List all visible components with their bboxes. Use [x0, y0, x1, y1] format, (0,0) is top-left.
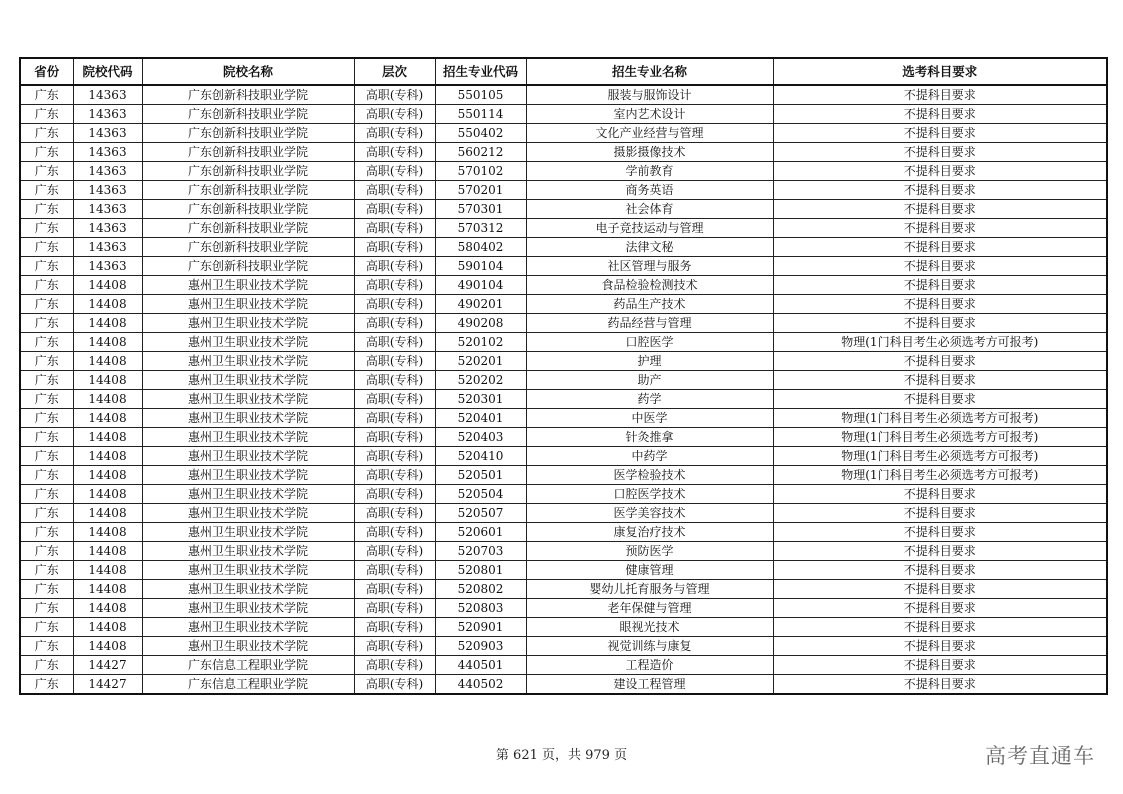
cell-province: 广东 [20, 618, 73, 637]
cell-school-name: 惠州卫生职业技术学院 [142, 314, 354, 333]
header-school-name: 院校名称 [142, 58, 354, 85]
cell-major-code: 520801 [435, 561, 526, 580]
cell-school-code: 14408 [73, 542, 142, 561]
cell-subject-requirement: 物理(1门科目考生必须选考方可报考) [773, 333, 1107, 352]
cell-major-name: 商务英语 [526, 181, 773, 200]
table-row [20, 276, 1107, 295]
cell-subject-requirement: 不提科目要求 [773, 124, 1107, 143]
cell-major-name: 建设工程管理 [526, 675, 773, 695]
cell-major-code: 440502 [435, 675, 526, 695]
cell-school-name: 惠州卫生职业技术学院 [142, 561, 354, 580]
cell-subject-requirement: 不提科目要求 [773, 200, 1107, 219]
cell-school-name: 惠州卫生职业技术学院 [142, 390, 354, 409]
cell-major-code: 550402 [435, 124, 526, 143]
table-row [20, 238, 1107, 257]
watermark: 高考直通车 [985, 744, 1095, 768]
cell-province: 广东 [20, 124, 73, 143]
cell-subject-requirement: 不提科目要求 [773, 675, 1107, 695]
cell-school-code: 14363 [73, 181, 142, 200]
cell-school-code: 14363 [73, 200, 142, 219]
cell-school-name: 惠州卫生职业技术学院 [142, 371, 354, 390]
cell-major-name: 电子竞技运动与管理 [526, 219, 773, 238]
cell-province: 广东 [20, 257, 73, 276]
cell-major-code: 520403 [435, 428, 526, 447]
cell-subject-requirement: 不提科目要求 [773, 504, 1107, 523]
cell-major-code: 520410 [435, 447, 526, 466]
cell-major-name: 医学美容技术 [526, 504, 773, 523]
cell-school-name: 惠州卫生职业技术学院 [142, 466, 354, 485]
cell-school-code: 14408 [73, 352, 142, 371]
cell-province: 广东 [20, 200, 73, 219]
cell-level: 高职(专科) [354, 542, 435, 561]
cell-school-code: 14408 [73, 314, 142, 333]
cell-level: 高职(专科) [354, 637, 435, 656]
cell-school-code: 14408 [73, 561, 142, 580]
cell-school-name: 广东创新科技职业学院 [142, 200, 354, 219]
table-row [20, 333, 1107, 352]
cell-major-name: 法律文秘 [526, 238, 773, 257]
cell-major-code: 520703 [435, 542, 526, 561]
cell-level: 高职(专科) [354, 485, 435, 504]
cell-level: 高职(专科) [354, 257, 435, 276]
cell-major-name: 老年保健与管理 [526, 599, 773, 618]
cell-major-name: 婴幼儿托育服务与管理 [526, 580, 773, 599]
cell-major-code: 520803 [435, 599, 526, 618]
cell-major-name: 药学 [526, 390, 773, 409]
cell-subject-requirement: 不提科目要求 [773, 485, 1107, 504]
cell-level: 高职(专科) [354, 599, 435, 618]
cell-subject-requirement: 不提科目要求 [773, 85, 1107, 105]
cell-subject-requirement: 不提科目要求 [773, 219, 1107, 238]
cell-level: 高职(专科) [354, 466, 435, 485]
cell-school-name: 惠州卫生职业技术学院 [142, 485, 354, 504]
cell-subject-requirement: 物理(1门科目考生必须选考方可报考) [773, 428, 1107, 447]
cell-subject-requirement: 物理(1门科目考生必须选考方可报考) [773, 447, 1107, 466]
cell-level: 高职(专科) [354, 85, 435, 105]
cell-province: 广东 [20, 352, 73, 371]
cell-school-code: 14408 [73, 466, 142, 485]
cell-level: 高职(专科) [354, 124, 435, 143]
cell-major-code: 570102 [435, 162, 526, 181]
cell-school-name: 惠州卫生职业技术学院 [142, 542, 354, 561]
cell-school-name: 惠州卫生职业技术学院 [142, 599, 354, 618]
table-row [20, 257, 1107, 276]
cell-province: 广东 [20, 485, 73, 504]
cell-school-code: 14363 [73, 143, 142, 162]
cell-province: 广东 [20, 523, 73, 542]
cell-major-name: 中药学 [526, 447, 773, 466]
cell-level: 高职(专科) [354, 314, 435, 333]
cell-province: 广东 [20, 333, 73, 352]
cell-school-name: 广东创新科技职业学院 [142, 181, 354, 200]
cell-subject-requirement: 不提科目要求 [773, 656, 1107, 675]
cell-school-name: 惠州卫生职业技术学院 [142, 447, 354, 466]
cell-province: 广东 [20, 390, 73, 409]
cell-province: 广东 [20, 143, 73, 162]
table-row [20, 409, 1107, 428]
table-row [20, 637, 1107, 656]
cell-subject-requirement: 不提科目要求 [773, 561, 1107, 580]
cell-province: 广东 [20, 447, 73, 466]
cell-school-code: 14408 [73, 371, 142, 390]
table-row [20, 447, 1107, 466]
table-row [20, 371, 1107, 390]
cell-major-code: 520401 [435, 409, 526, 428]
cell-province: 广东 [20, 85, 73, 105]
cell-level: 高职(专科) [354, 219, 435, 238]
cell-major-name: 室内艺术设计 [526, 105, 773, 124]
cell-major-code: 520301 [435, 390, 526, 409]
table-row [20, 561, 1107, 580]
cell-major-name: 口腔医学技术 [526, 485, 773, 504]
cell-province: 广东 [20, 295, 73, 314]
cell-major-code: 520504 [435, 485, 526, 504]
table-row [20, 428, 1107, 447]
table-row [20, 580, 1107, 599]
table-row [20, 675, 1107, 695]
cell-level: 高职(专科) [354, 295, 435, 314]
cell-major-code: 520501 [435, 466, 526, 485]
table-row [20, 599, 1107, 618]
header-level: 层次 [354, 58, 435, 85]
cell-subject-requirement: 不提科目要求 [773, 276, 1107, 295]
cell-province: 广东 [20, 162, 73, 181]
cell-subject-requirement: 不提科目要求 [773, 162, 1107, 181]
cell-school-name: 广东创新科技职业学院 [142, 124, 354, 143]
cell-province: 广东 [20, 656, 73, 675]
table-row [20, 656, 1107, 675]
cell-school-code: 14408 [73, 390, 142, 409]
cell-major-name: 社会体育 [526, 200, 773, 219]
cell-major-name: 食品检验检测技术 [526, 276, 773, 295]
table-body [20, 85, 1107, 694]
cell-school-code: 14408 [73, 295, 142, 314]
cell-subject-requirement: 物理(1门科目考生必须选考方可报考) [773, 466, 1107, 485]
cell-major-name: 社区管理与服务 [526, 257, 773, 276]
page-number: 第 621 页，共 979 页 [495, 748, 628, 763]
table-row [20, 181, 1107, 200]
cell-school-code: 14363 [73, 219, 142, 238]
cell-subject-requirement: 不提科目要求 [773, 295, 1107, 314]
cell-major-code: 560212 [435, 143, 526, 162]
cell-school-code: 14408 [73, 523, 142, 542]
header-province: 省份 [20, 58, 73, 85]
cell-school-name: 惠州卫生职业技术学院 [142, 523, 354, 542]
cell-major-code: 570301 [435, 200, 526, 219]
cell-school-name: 惠州卫生职业技术学院 [142, 276, 354, 295]
table-row [20, 523, 1107, 542]
table-row [20, 219, 1107, 238]
table-row [20, 143, 1107, 162]
cell-province: 广东 [20, 238, 73, 257]
cell-major-name: 视觉训练与康复 [526, 637, 773, 656]
cell-school-name: 惠州卫生职业技术学院 [142, 333, 354, 352]
cell-subject-requirement: 不提科目要求 [773, 637, 1107, 656]
cell-major-code: 590104 [435, 257, 526, 276]
cell-level: 高职(专科) [354, 352, 435, 371]
cell-subject-requirement: 物理(1门科目考生必须选考方可报考) [773, 409, 1107, 428]
cell-province: 广东 [20, 105, 73, 124]
cell-school-name: 广东信息工程职业学院 [142, 675, 354, 695]
cell-major-code: 520507 [435, 504, 526, 523]
cell-school-name: 惠州卫生职业技术学院 [142, 504, 354, 523]
table-row [20, 162, 1107, 181]
cell-major-name: 中医学 [526, 409, 773, 428]
cell-province: 广东 [20, 276, 73, 295]
cell-school-name: 惠州卫生职业技术学院 [142, 295, 354, 314]
cell-major-code: 550105 [435, 85, 526, 105]
cell-subject-requirement: 不提科目要求 [773, 257, 1107, 276]
cell-subject-requirement: 不提科目要求 [773, 523, 1107, 542]
cell-school-name: 广东创新科技职业学院 [142, 238, 354, 257]
table-header-row [20, 58, 1107, 85]
cell-major-name: 康复治疗技术 [526, 523, 773, 542]
cell-province: 广东 [20, 675, 73, 695]
table-row [20, 504, 1107, 523]
cell-level: 高职(专科) [354, 504, 435, 523]
cell-level: 高职(专科) [354, 143, 435, 162]
cell-major-name: 工程造价 [526, 656, 773, 675]
cell-major-name: 口腔医学 [526, 333, 773, 352]
cell-school-name: 惠州卫生职业技术学院 [142, 409, 354, 428]
cell-major-code: 520903 [435, 637, 526, 656]
cell-level: 高职(专科) [354, 390, 435, 409]
table-row [20, 618, 1107, 637]
cell-level: 高职(专科) [354, 105, 435, 124]
cell-province: 广东 [20, 599, 73, 618]
cell-school-code: 14408 [73, 599, 142, 618]
cell-province: 广东 [20, 580, 73, 599]
cell-school-code: 14408 [73, 637, 142, 656]
cell-school-code: 14363 [73, 105, 142, 124]
cell-level: 高职(专科) [354, 333, 435, 352]
cell-school-code: 14408 [73, 618, 142, 637]
cell-school-code: 14408 [73, 485, 142, 504]
cell-level: 高职(专科) [354, 181, 435, 200]
cell-major-name: 药品生产技术 [526, 295, 773, 314]
table-row [20, 542, 1107, 561]
cell-school-code: 14363 [73, 124, 142, 143]
cell-school-code: 14363 [73, 257, 142, 276]
cell-subject-requirement: 不提科目要求 [773, 181, 1107, 200]
cell-level: 高职(专科) [354, 618, 435, 637]
table-row [20, 352, 1107, 371]
cell-level: 高职(专科) [354, 580, 435, 599]
cell-school-name: 惠州卫生职业技术学院 [142, 637, 354, 656]
cell-school-code: 14408 [73, 504, 142, 523]
cell-school-name: 广东创新科技职业学院 [142, 143, 354, 162]
table-row [20, 200, 1107, 219]
cell-school-code: 14408 [73, 276, 142, 295]
cell-major-name: 针灸推拿 [526, 428, 773, 447]
header-school-code: 院校代码 [73, 58, 142, 85]
cell-school-name: 惠州卫生职业技术学院 [142, 618, 354, 637]
cell-subject-requirement: 不提科目要求 [773, 599, 1107, 618]
cell-subject-requirement: 不提科目要求 [773, 352, 1107, 371]
cell-school-name: 广东创新科技职业学院 [142, 85, 354, 105]
cell-subject-requirement: 不提科目要求 [773, 390, 1107, 409]
cell-province: 广东 [20, 637, 73, 656]
cell-level: 高职(专科) [354, 656, 435, 675]
cell-province: 广东 [20, 409, 73, 428]
admission-table [19, 57, 1108, 695]
cell-level: 高职(专科) [354, 561, 435, 580]
cell-major-name: 预防医学 [526, 542, 773, 561]
cell-school-code: 14408 [73, 428, 142, 447]
cell-level: 高职(专科) [354, 523, 435, 542]
table-row [20, 314, 1107, 333]
cell-subject-requirement: 不提科目要求 [773, 580, 1107, 599]
cell-major-code: 520802 [435, 580, 526, 599]
header-subject-requirement: 选考科目要求 [773, 58, 1107, 85]
cell-school-code: 14427 [73, 675, 142, 695]
cell-school-name: 广东信息工程职业学院 [142, 656, 354, 675]
cell-major-code: 490104 [435, 276, 526, 295]
cell-province: 广东 [20, 219, 73, 238]
cell-school-name: 惠州卫生职业技术学院 [142, 580, 354, 599]
cell-subject-requirement: 不提科目要求 [773, 143, 1107, 162]
cell-school-code: 14408 [73, 580, 142, 599]
cell-school-code: 14363 [73, 238, 142, 257]
cell-level: 高职(专科) [354, 162, 435, 181]
cell-major-code: 520102 [435, 333, 526, 352]
cell-school-name: 广东创新科技职业学院 [142, 105, 354, 124]
header-major-code: 招生专业代码 [435, 58, 526, 85]
cell-subject-requirement: 不提科目要求 [773, 542, 1107, 561]
cell-subject-requirement: 不提科目要求 [773, 314, 1107, 333]
cell-school-name: 惠州卫生职业技术学院 [142, 428, 354, 447]
cell-school-code: 14363 [73, 162, 142, 181]
table-row [20, 105, 1107, 124]
cell-province: 广东 [20, 504, 73, 523]
cell-major-code: 520601 [435, 523, 526, 542]
cell-province: 广东 [20, 314, 73, 333]
table-row [20, 485, 1107, 504]
cell-level: 高职(专科) [354, 409, 435, 428]
cell-school-code: 14408 [73, 333, 142, 352]
cell-major-code: 570201 [435, 181, 526, 200]
table-row [20, 124, 1107, 143]
cell-major-name: 学前教育 [526, 162, 773, 181]
cell-major-code: 550114 [435, 105, 526, 124]
cell-province: 广东 [20, 181, 73, 200]
cell-major-name: 摄影摄像技术 [526, 143, 773, 162]
cell-major-name: 助产 [526, 371, 773, 390]
cell-major-code: 520901 [435, 618, 526, 637]
cell-school-code: 14408 [73, 409, 142, 428]
cell-major-code: 520201 [435, 352, 526, 371]
cell-major-code: 520202 [435, 371, 526, 390]
cell-level: 高职(专科) [354, 371, 435, 390]
cell-major-name: 服装与服饰设计 [526, 85, 773, 105]
cell-major-code: 580402 [435, 238, 526, 257]
cell-level: 高职(专科) [354, 675, 435, 695]
cell-subject-requirement: 不提科目要求 [773, 105, 1107, 124]
cell-school-name: 广东创新科技职业学院 [142, 162, 354, 181]
cell-major-code: 570312 [435, 219, 526, 238]
cell-major-name: 眼视光技术 [526, 618, 773, 637]
cell-major-name: 健康管理 [526, 561, 773, 580]
cell-subject-requirement: 不提科目要求 [773, 618, 1107, 637]
cell-subject-requirement: 不提科目要求 [773, 371, 1107, 390]
cell-province: 广东 [20, 542, 73, 561]
cell-level: 高职(专科) [354, 276, 435, 295]
cell-major-code: 490208 [435, 314, 526, 333]
cell-major-name: 医学检验技术 [526, 466, 773, 485]
cell-province: 广东 [20, 371, 73, 390]
table-row [20, 295, 1107, 314]
cell-school-code: 14408 [73, 447, 142, 466]
cell-level: 高职(专科) [354, 238, 435, 257]
cell-province: 广东 [20, 466, 73, 485]
cell-major-name: 护理 [526, 352, 773, 371]
cell-province: 广东 [20, 561, 73, 580]
cell-major-name: 药品经营与管理 [526, 314, 773, 333]
cell-school-name: 广东创新科技职业学院 [142, 257, 354, 276]
cell-level: 高职(专科) [354, 447, 435, 466]
cell-level: 高职(专科) [354, 200, 435, 219]
table-row [20, 390, 1107, 409]
cell-level: 高职(专科) [354, 428, 435, 447]
cell-major-code: 440501 [435, 656, 526, 675]
cell-school-code: 14363 [73, 85, 142, 105]
table-row [20, 466, 1107, 485]
cell-province: 广东 [20, 428, 73, 447]
cell-school-code: 14427 [73, 656, 142, 675]
cell-subject-requirement: 不提科目要求 [773, 238, 1107, 257]
cell-school-name: 广东创新科技职业学院 [142, 219, 354, 238]
cell-school-name: 惠州卫生职业技术学院 [142, 352, 354, 371]
header-major-name: 招生专业名称 [526, 58, 773, 85]
cell-major-name: 文化产业经营与管理 [526, 124, 773, 143]
cell-major-code: 490201 [435, 295, 526, 314]
table-row [20, 85, 1107, 105]
